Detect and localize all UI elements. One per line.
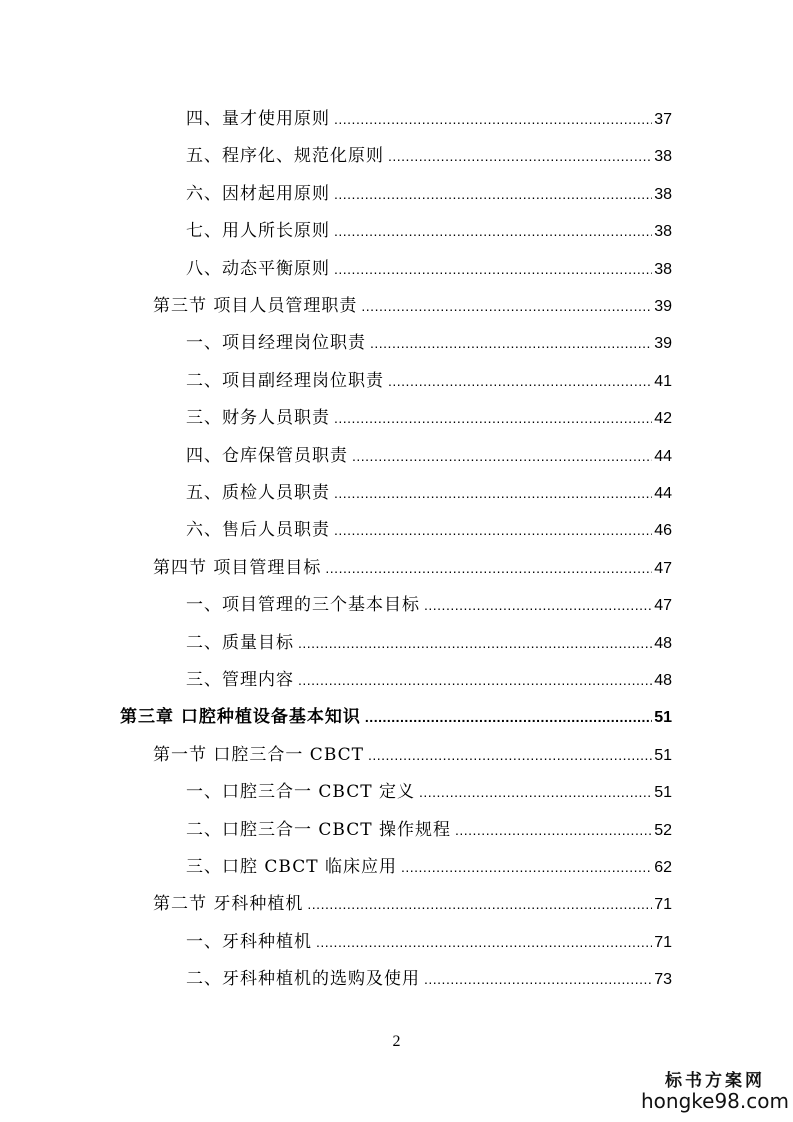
toc-leader-dots [334, 512, 652, 549]
toc-entry-title: 二、项目副经理岗位职责 [186, 370, 384, 391]
toc-leader-dots [298, 625, 652, 662]
toc-entry-page: 46 [654, 522, 672, 540]
toc-leader-dots [361, 288, 652, 325]
toc-leader-dots [307, 886, 652, 923]
toc-leader-dots [419, 774, 652, 811]
toc-entry[interactable] [186, 138, 672, 175]
toc-entry-title: 四、量才使用原则 [186, 109, 330, 129]
toc-leader-dots [298, 662, 652, 699]
toc-entry-page: 38 [654, 260, 672, 278]
toc-entry-page: 52 [654, 821, 672, 839]
toc-leader-dots [316, 924, 652, 961]
toc-entry[interactable] [186, 363, 672, 400]
toc-entry[interactable] [186, 961, 672, 998]
toc-entry-title: 六、售后人员职责 [186, 520, 330, 541]
toc-entry[interactable] [186, 812, 672, 849]
toc-entry-page: 37 [654, 111, 672, 128]
toc-leader-dots [352, 438, 652, 475]
toc-leader-dots [334, 400, 652, 437]
toc-leader-dots [334, 213, 652, 250]
toc-leader-dots [334, 101, 652, 138]
toc-entry[interactable] [186, 176, 672, 213]
toc-entry[interactable] [186, 849, 672, 886]
watermark-en: hongke98.com [641, 1089, 789, 1113]
toc-leader-dots [455, 812, 652, 849]
toc-entry[interactable] [186, 400, 672, 437]
watermark [640, 1066, 790, 1113]
toc-entry-title: 二、质量目标 [186, 632, 294, 653]
toc-leader-dots [368, 737, 652, 774]
toc-entry-page: 71 [654, 933, 672, 951]
toc-entry[interactable] [186, 625, 672, 662]
toc-entry[interactable] [186, 924, 672, 961]
toc-entry-page: 38 [654, 148, 672, 166]
toc-entry-page: 38 [654, 223, 672, 241]
toc-entry-page: 42 [654, 410, 672, 428]
toc-leader-dots [370, 325, 652, 362]
toc-leader-dots [334, 176, 652, 213]
toc-entry-title: 八、动态平衡原则 [186, 258, 330, 279]
toc-entry-page: 44 [654, 447, 672, 465]
toc-entry-title: 第三节 项目人员管理职责 [153, 296, 358, 316]
toc-entry-title: 一、牙科种植机 [186, 931, 312, 952]
watermark-cn: 标书方案网 [665, 1071, 765, 1091]
toc-entry[interactable] [153, 886, 672, 923]
toc-leader-dots [334, 251, 652, 288]
toc-entry[interactable] [186, 587, 672, 624]
toc-entry-title: 三、管理内容 [186, 670, 294, 690]
toc-leader-dots [424, 587, 652, 624]
toc-entry-title: 六、因材起用原则 [186, 183, 330, 204]
toc-entry[interactable] [186, 438, 672, 475]
toc-entry-page: 62 [654, 859, 672, 876]
toc-entry-title: 一、项目经理岗位职责 [186, 333, 366, 354]
toc-entry[interactable] [186, 325, 672, 362]
toc-entry[interactable] [186, 251, 672, 288]
toc-entry-page: 51 [654, 709, 672, 727]
toc-entry-title: 一、口腔三合一 CBCT 定义 [186, 782, 415, 803]
toc-entry-title: 三、财务人员职责 [186, 408, 330, 429]
toc-entry-page: 48 [654, 634, 672, 652]
toc-leader-dots [365, 699, 652, 736]
toc-entry-page: 73 [654, 971, 672, 989]
toc-entry-title: 第一节 口腔三合一 CBCT [153, 744, 364, 765]
toc-entry-title: 三、口腔 CBCT 临床应用 [186, 857, 397, 877]
toc-entry-page: 48 [654, 672, 672, 689]
toc-entry-title: 一、项目管理的三个基本目标 [186, 595, 420, 616]
page-number: 2 [392, 1033, 401, 1050]
toc-entry-page: 41 [654, 372, 672, 390]
toc-entry-title: 四、仓库保管员职责 [186, 445, 348, 466]
toc-entry-page: 38 [654, 185, 672, 203]
toc-entry-title: 七、用人所长原则 [186, 221, 330, 242]
toc-entry[interactable] [153, 737, 672, 774]
toc-entry-page: 51 [654, 784, 672, 802]
toc-entry[interactable] [153, 288, 672, 325]
toc-entry-title: 第三章 口腔种植设备基本知识 [120, 707, 361, 728]
toc-leader-dots [424, 961, 652, 998]
toc-entry-page: 44 [654, 485, 672, 502]
toc-entry[interactable] [186, 213, 672, 250]
toc-entry-page: 39 [654, 335, 672, 353]
toc-entry-title: 二、牙科种植机的选购及使用 [186, 969, 420, 990]
toc-entry-page: 39 [654, 298, 672, 315]
toc-entry[interactable] [186, 512, 672, 549]
toc-leader-dots [334, 475, 652, 512]
toc-entry[interactable] [186, 475, 672, 512]
toc-entry-title: 五、程序化、规范化原则 [186, 146, 384, 167]
toc-leader-dots [401, 849, 652, 886]
toc-entry-title: 第四节 项目管理目标 [153, 557, 322, 578]
toc-entry-title: 五、质检人员职责 [186, 483, 330, 503]
toc-entry-title: 二、口腔三合一 CBCT 操作规程 [186, 819, 451, 840]
toc-leader-dots [388, 363, 652, 400]
toc-entry[interactable] [186, 662, 672, 699]
toc-entry[interactable] [186, 774, 672, 811]
toc-entry-page: 71 [654, 896, 672, 914]
toc-entry[interactable] [186, 101, 672, 138]
toc-entry-page: 51 [654, 746, 672, 764]
toc-entry-page: 47 [654, 559, 672, 577]
toc-entry[interactable] [153, 550, 672, 587]
toc-leader-dots [388, 138, 652, 175]
toc-entry-title: 第二节 牙科种植机 [153, 894, 304, 915]
toc-leader-dots [325, 550, 652, 587]
toc-entry[interactable] [120, 699, 672, 736]
toc-entry-page: 47 [654, 597, 672, 615]
